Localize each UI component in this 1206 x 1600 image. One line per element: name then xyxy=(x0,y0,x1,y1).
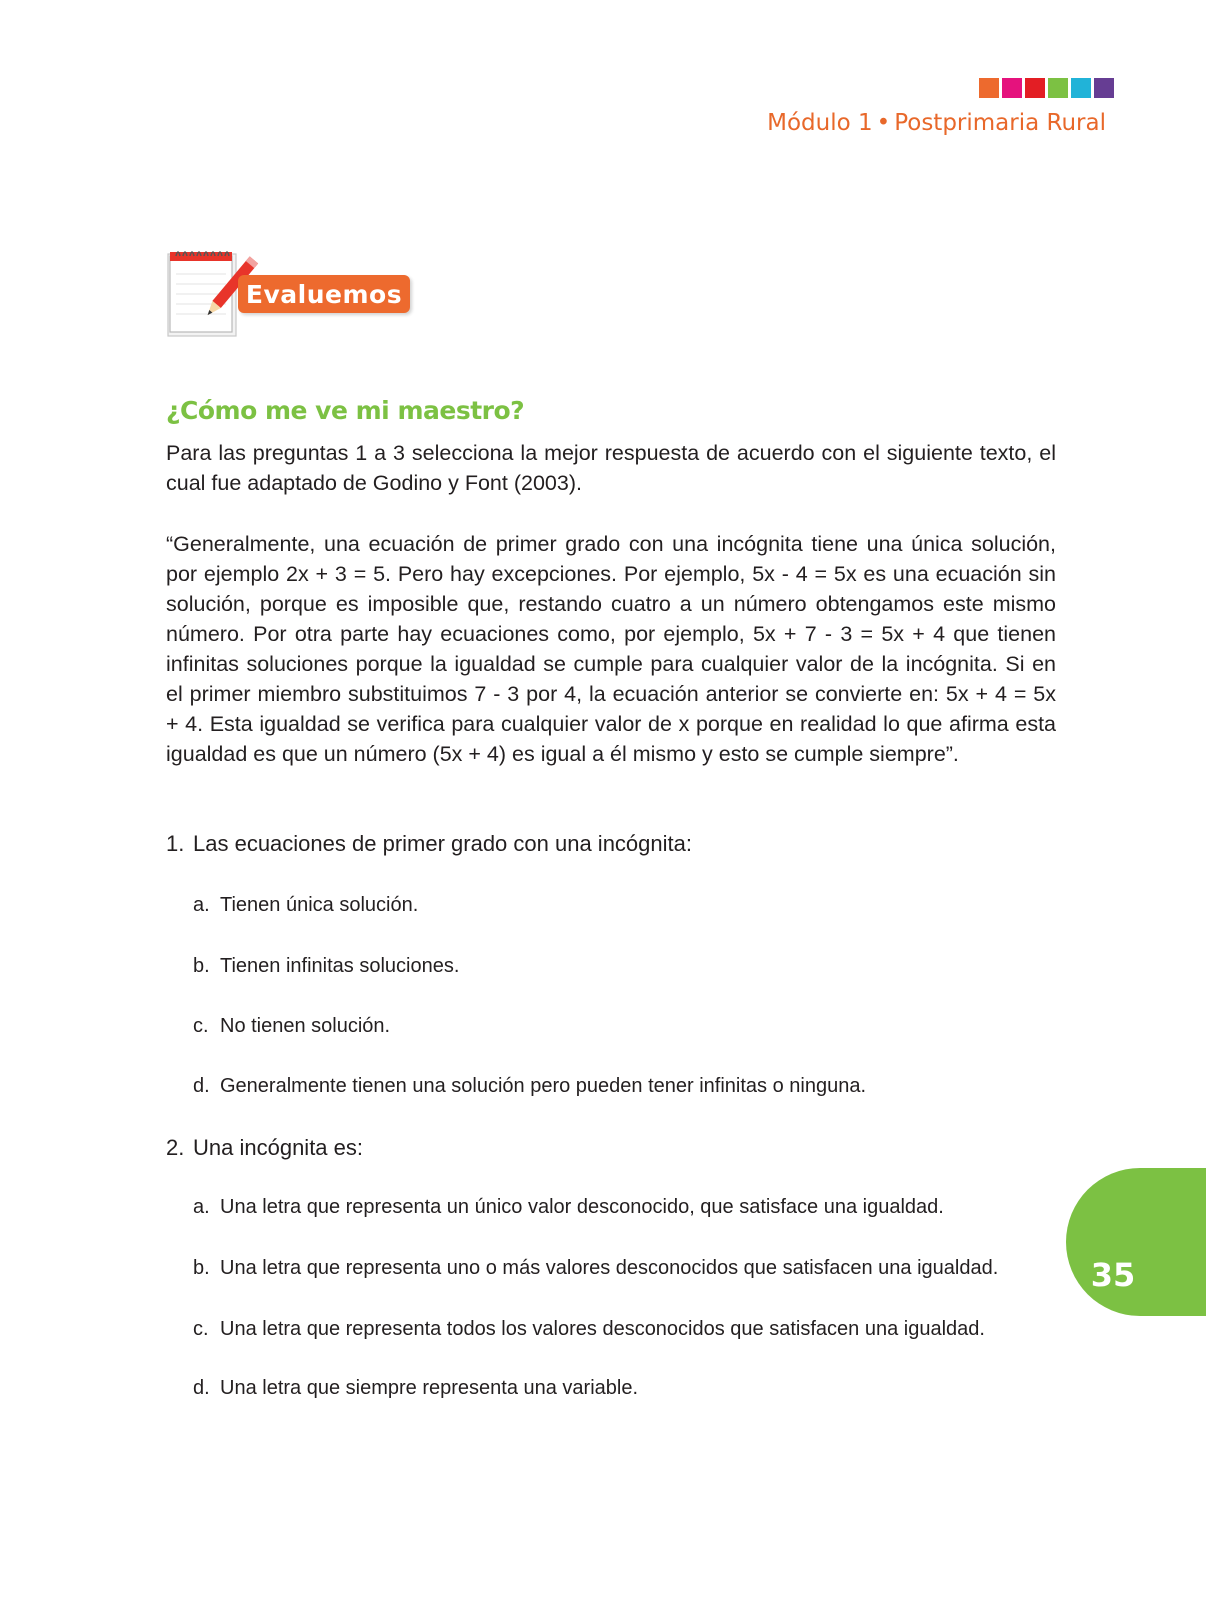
page-number: 35 xyxy=(1090,1256,1136,1294)
swatch-green xyxy=(1048,78,1068,98)
option-text: Una letra que representa uno o más valores desconocidos que satisfacen una igualdad. xyxy=(220,1257,999,1279)
option-text: Tienen infinitas soluciones. xyxy=(220,955,460,977)
question-1-option-d xyxy=(193,1075,866,1098)
question-2 xyxy=(166,1135,363,1161)
swatch-magenta xyxy=(1002,78,1022,98)
question-stem: Una incógnita es: xyxy=(193,1135,363,1160)
program-label: Postprimaria Rural xyxy=(894,110,1106,136)
question-2-option-d xyxy=(193,1377,638,1400)
swatch-red xyxy=(1025,78,1045,98)
option-letter: c. xyxy=(193,1015,209,1037)
question-1 xyxy=(166,831,692,857)
question-2-option-b xyxy=(193,1257,998,1280)
question-1-option-c xyxy=(193,1015,390,1038)
question-number: 1. xyxy=(166,831,185,856)
option-letter: b. xyxy=(193,955,210,977)
evaluemos-badge: Evaluemos xyxy=(238,275,410,313)
bullet-separator: • xyxy=(876,110,891,136)
page-number-tab xyxy=(1066,1168,1206,1316)
question-2-option-c xyxy=(193,1318,985,1341)
option-letter: d. xyxy=(193,1075,210,1097)
question-number: 2. xyxy=(166,1135,185,1160)
color-swatches xyxy=(979,78,1114,98)
option-text: Generalmente tienen una solución pero pueden tener infinitas o ninguna. xyxy=(220,1075,867,1097)
question-1-option-b xyxy=(193,955,459,978)
option-letter: a. xyxy=(193,1196,210,1218)
option-letter: d. xyxy=(193,1377,210,1399)
module-label: Módulo 1 xyxy=(767,110,873,136)
option-letter: c. xyxy=(193,1318,209,1340)
intro-paragraph: Para las preguntas 1 a 3 selecciona la mejor respuesta de acuerdo con el siguiente texto, el cual fue adaptado de Godino y Font (2003). xyxy=(166,441,1056,495)
question-1-option-a xyxy=(193,894,418,917)
option-letter: a. xyxy=(193,894,210,916)
option-text: Una letra que representa todos los valores desconocidos que satisfacen una igualdad. xyxy=(220,1318,985,1340)
question-2-option-a xyxy=(193,1196,944,1219)
quote-paragraph: “Generalmente, una ecuación de primer grado con una incógnita tiene una única solución, por ejemplo 2x + 3 = 5. Pero hay excepciones. Por ejemplo, 5x - 4 = 5x es una ecuación sin solución, porque es imposible que, restando cuatro a un número obtengamos este mismo número. Por otra parte hay ecuaciones como, por ejemplo, 5x + 7 - 3 = 5x + 4 que tienen infinitas soluciones porque la igualdad se cumple para cualquier valor de la incógnita. Si en el primer miembro substituimos 7 - 3 por 4, la ecuación anterior se convierte en: 5x + 4 = 5x + 4. Esta igualdad se verifica para cualquier valor de x porque en realidad lo que afirma esta igualdad es que un número (5x + 4) es igual a él mismo y esto se cumple siempre”. xyxy=(166,532,1056,766)
option-text: No tienen solución. xyxy=(220,1015,391,1037)
option-letter: b. xyxy=(193,1257,210,1279)
option-text: Una letra que siempre representa una variable. xyxy=(220,1377,639,1399)
option-text: Tienen única solución. xyxy=(220,894,419,916)
swatch-purple xyxy=(1094,78,1114,98)
option-text: Una letra que representa un único valor desconocido, que satisface una igualdad. xyxy=(220,1196,944,1218)
question-stem: Las ecuaciones de primer grado con una incógnita: xyxy=(193,831,692,856)
swatch-cyan xyxy=(1071,78,1091,98)
module-header xyxy=(767,110,1106,136)
section-title: ¿Cómo me ve mi maestro? xyxy=(166,396,525,425)
swatch-orange xyxy=(979,78,999,98)
